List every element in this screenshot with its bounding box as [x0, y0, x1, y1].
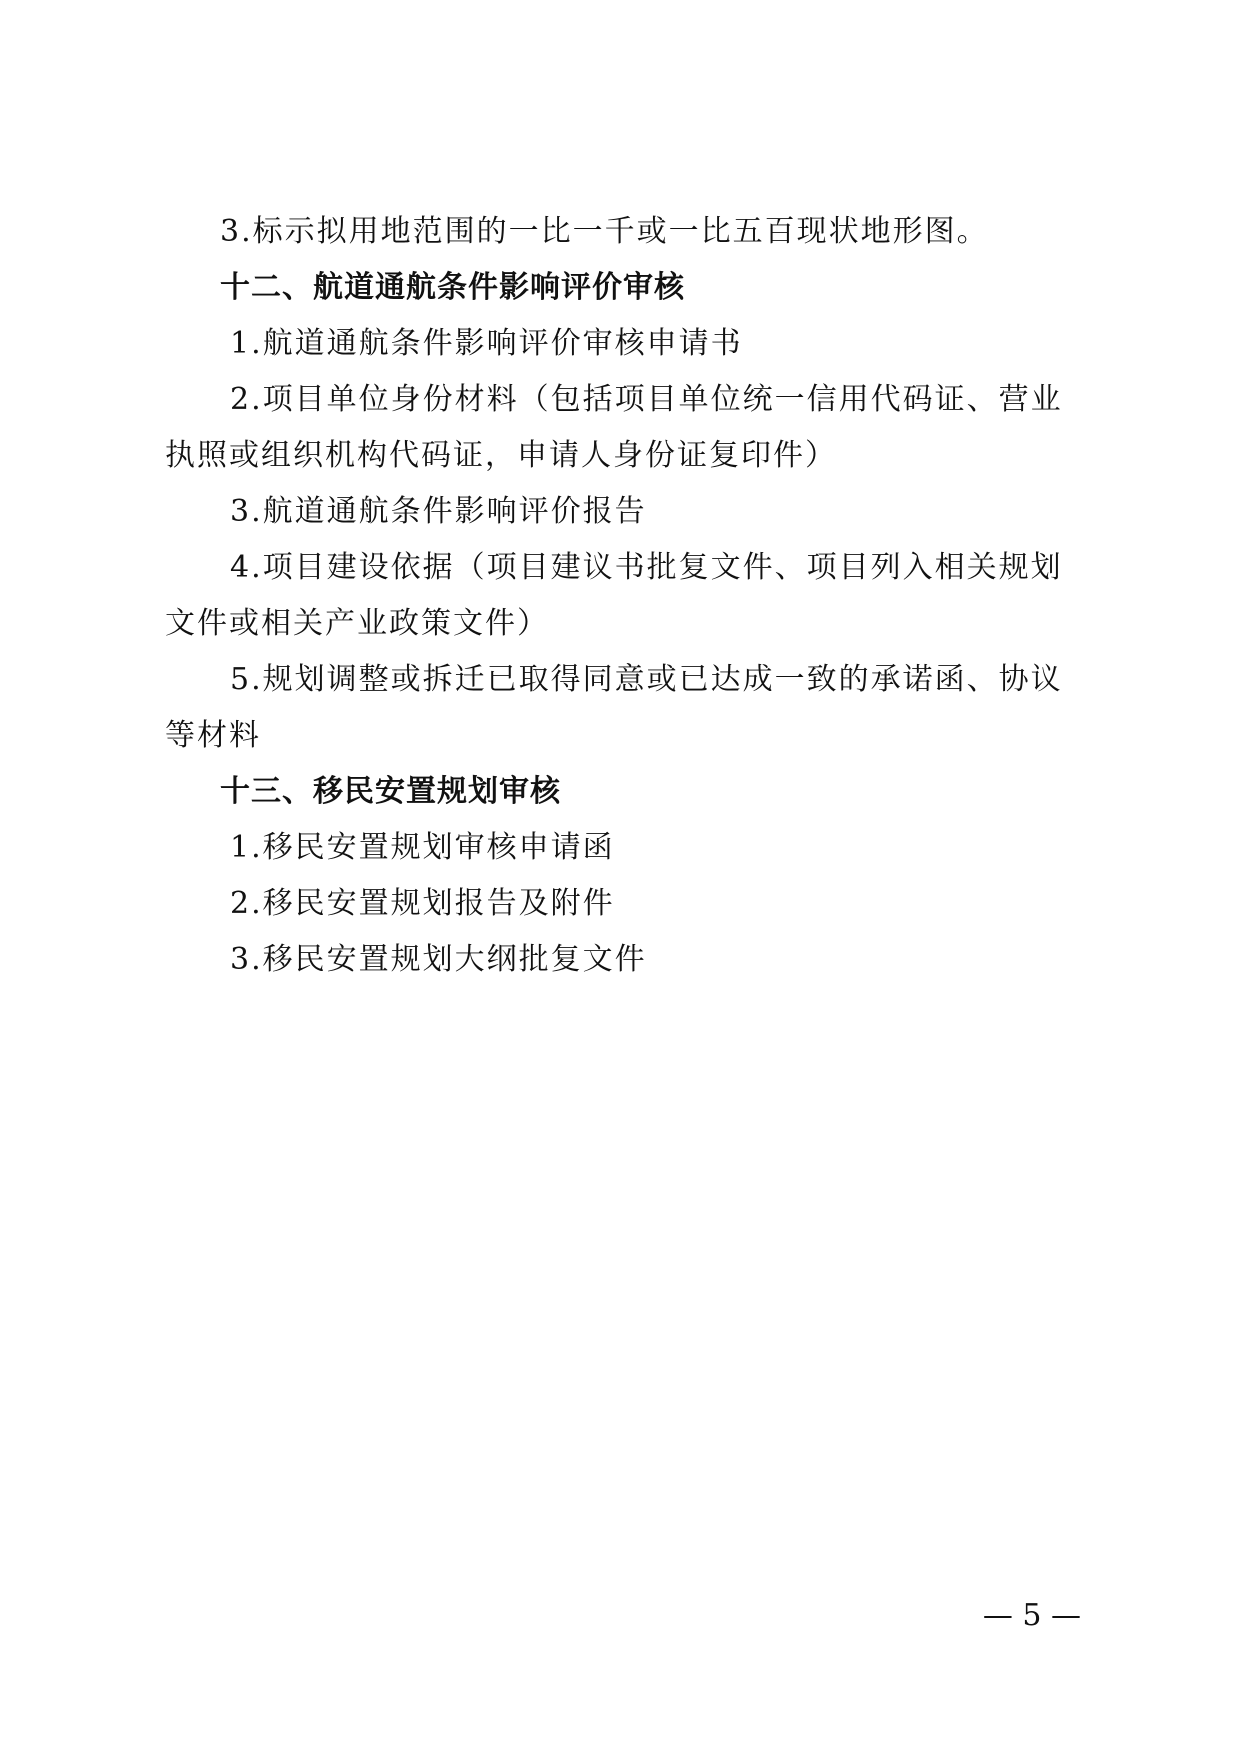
item-topographic-map: 3.标示拟用地范围的一比一千或一比五百现状地形图。 — [220, 214, 989, 249]
page-number: — 5 — — [982, 1598, 1081, 1633]
item-12-4-line2: 文件或相关产业政策文件） — [165, 606, 549, 641]
section-heading-12: 十二、航道通航条件影响评价审核 — [220, 270, 685, 305]
section-heading-13: 十三、移民安置规划审核 — [220, 774, 561, 809]
item-12-5-line1: 5.规划调整或拆迁已取得同意或已达成一致的承诺函、协议 — [230, 662, 1063, 697]
item-13-2: 2.移民安置规划报告及附件 — [230, 886, 615, 921]
item-13-3: 3.移民安置规划大纲批复文件 — [230, 942, 647, 977]
item-12-3: 3.航道通航条件影响评价报告 — [230, 494, 647, 529]
item-12-1: 1.航道通航条件影响评价审核申请书 — [230, 326, 743, 361]
item-12-2-line2: 执照或组织机构代码证，申请人身份证复印件） — [165, 438, 837, 473]
item-13-1: 1.移民安置规划审核申请函 — [230, 830, 615, 865]
item-12-5-line2: 等材料 — [165, 718, 261, 753]
item-12-2-line1: 2.项目单位身份材料（包括项目单位统一信用代码证、营业 — [230, 382, 1063, 417]
item-12-4-line1: 4.项目建设依据（项目建议书批复文件、项目列入相关规划 — [230, 550, 1063, 585]
